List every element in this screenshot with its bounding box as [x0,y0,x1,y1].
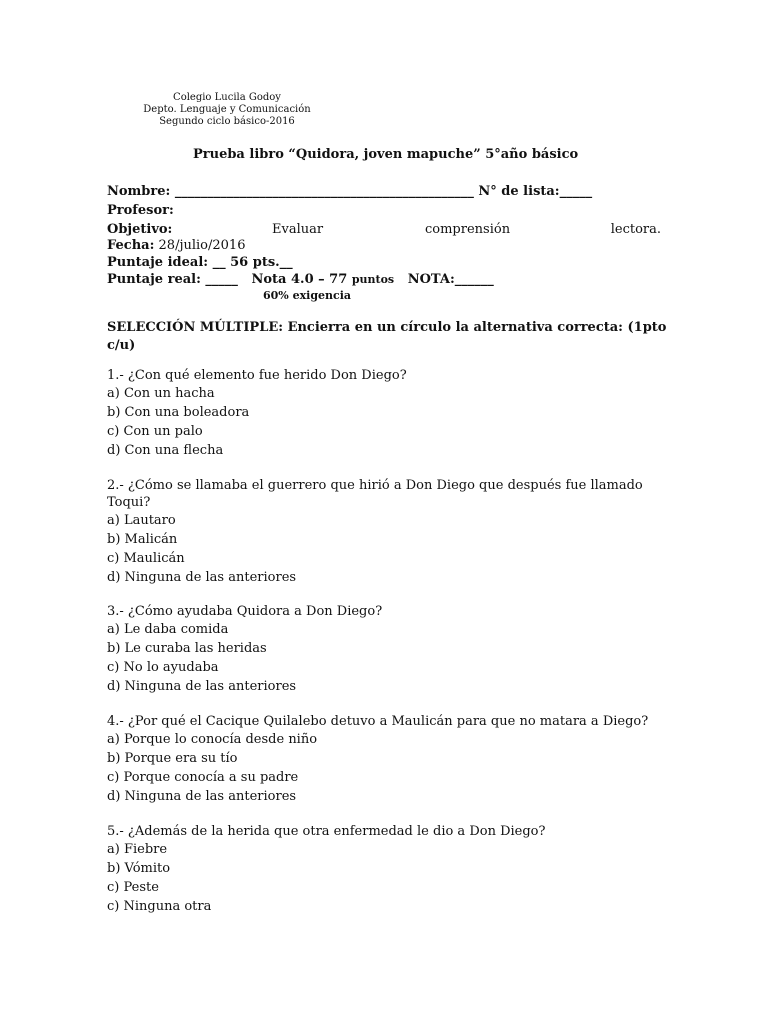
answer-option[interactable]: d) Ninguna de las anteriores [107,789,297,804]
nombre-line [107,184,592,199]
answer-option[interactable]: c) Con un palo [107,424,203,439]
answer-option[interactable]: d) Ninguna de las anteriores [107,679,297,694]
nota-field[interactable]: NOTA:______ [407,272,494,287]
puntaje-real-field[interactable]: Puntaje real: _____ [107,272,238,287]
fecha-value: 28/julio/2016 [158,238,246,253]
section-heading-line1: SELECCIÓN MÚLTIPLE: Encierra en un círculo la alternativa correcta: (1pto [107,320,667,335]
puntaje-real-line [107,272,494,287]
profesor-label: Profesor: [107,203,174,218]
objetivo-word-3: lectora. [610,222,661,237]
nombre-label: Nombre: [107,184,171,199]
objetivo-line [107,222,661,237]
question-2 [107,477,667,587]
answer-option[interactable]: b) Malicán [107,532,178,547]
answer-option[interactable]: c) Ninguna otra [107,899,212,914]
puntos-label: puntos [351,273,395,286]
school-cycle: Segundo ciclo básico-2016 [159,116,295,127]
nombre-field[interactable]: ______________________________________________ [174,184,474,199]
answer-option[interactable]: d) Con una flecha [107,443,224,458]
exigencia-label: 60% exigencia [263,289,352,302]
answer-option[interactable]: a) Con un hacha [107,386,215,401]
answer-option[interactable]: d) Ninguna de las anteriores [107,570,297,585]
answer-option[interactable]: b) Vómito [107,861,171,876]
school-name: Colegio Lucila Godoy [173,92,281,103]
lista-field[interactable]: N° de lista:_____ [478,184,593,199]
question-stem: 5.- ¿Además de la herida que otra enfermedad le dio a Don Diego? [107,824,546,839]
fecha-line [107,238,245,253]
question-4 [107,713,667,806]
answer-option[interactable]: a) Fiebre [107,842,168,857]
question-1 [107,367,667,460]
answer-option[interactable]: a) Porque lo conocía desde niño [107,732,318,747]
answer-option[interactable]: b) Con una boleadora [107,405,250,420]
nota-scale: Nota 4.0 – 77 [251,272,348,287]
question-3 [107,603,667,696]
test-title: Prueba libro “Quidora, joven mapuche” 5°año básico [193,147,579,162]
question-stem: 2.- ¿Cómo se llamaba el guerrero que hirió a Don Diego que después fue llamado Toqui? [107,478,643,510]
answer-option[interactable]: c) Peste [107,880,159,895]
objetivo-word-2: comprensión [425,222,511,237]
puntaje-ideal: Puntaje ideal: __ 56 pts.__ [107,255,293,270]
question-5 [107,823,667,916]
answer-option[interactable]: a) Lautaro [107,513,176,528]
section-heading-line2: c/u) [107,338,136,353]
question-stem: 1.- ¿Con qué elemento fue herido Don Diego? [107,368,407,383]
question-stem: 4.- ¿Por qué el Cacique Quilalebo detuvo a Maulicán para que no matara a Diego? [107,714,649,729]
answer-option[interactable]: c) Maulicán [107,551,185,566]
question-stem: 3.- ¿Cómo ayudaba Quidora a Don Diego? [107,604,383,619]
objetivo-word-1: Evaluar [272,222,324,237]
fecha-label: Fecha: [107,238,155,253]
objetivo-label: Objetivo: [107,222,173,237]
answer-option[interactable]: c) No lo ayudaba [107,660,219,675]
answer-option[interactable]: c) Porque conocía a su padre [107,770,299,785]
section-heading [107,319,666,355]
answer-option[interactable]: a) Le daba comida [107,622,229,637]
school-header [107,92,347,128]
answer-option[interactable]: b) Porque era su tío [107,751,238,766]
department-name: Depto. Lenguaje y Comunicación [143,104,311,115]
answer-option[interactable]: b) Le curaba las heridas [107,641,267,656]
